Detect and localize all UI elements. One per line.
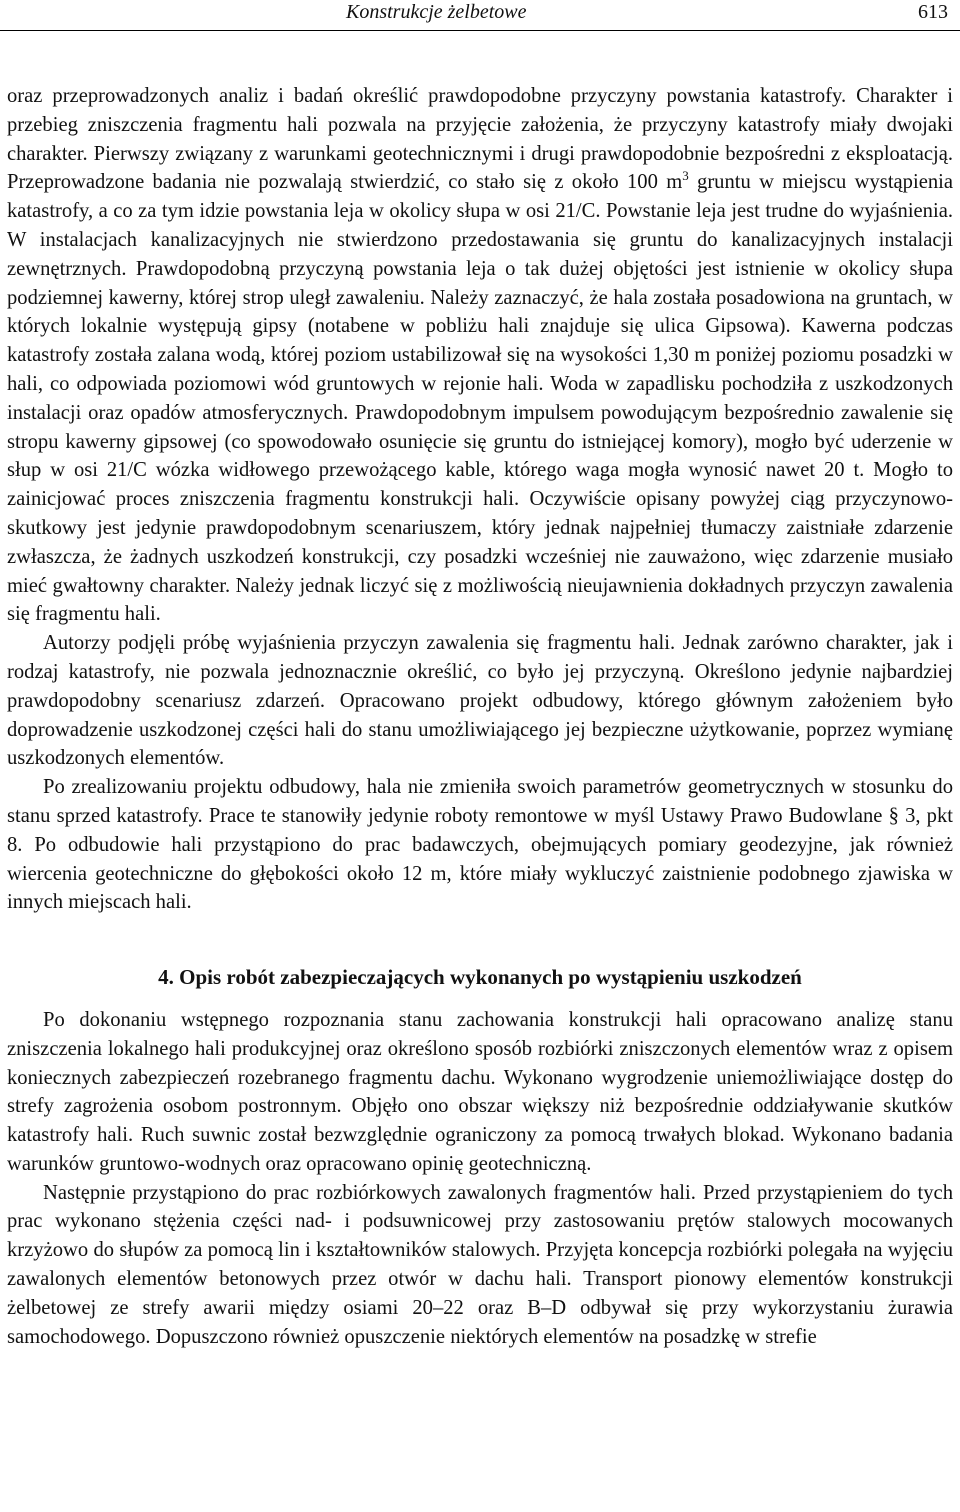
paragraph-reconstruction: Po zrealizowaniu projektu odbudowy, hala nie zmieniła swoich parametrów geometrycznych w stosunku do stanu sprzed katastrofy. Prace te stanowiły jedynie roboty remontowe w myśl Ustawy Prawo Budowlane § 3, pkt 8. Po odbudowie hali przystąpiono do prac badawczych, obejmujących pomiary geodezyjne, jak również wiercenia geotechniczne do głębokości około 12 m, które miały wykluczyć zaistnienie podobnego zjawiska w innych miejscach hali. [7,776,953,914]
page-number: 613 [918,1,948,23]
paragraph-initial-assessment: Po dokonaniu wstępnego rozpoznania stanu zachowania konstrukcji hali opracowano analizę stanu zniszczenia lokalnego hali produkcyjnej oraz określono sposób rozbiórki zniszczonych elementów wraz z opisem koniecznych zabezpieczeń rozebranego fragmentu dachu. Wykonano wygrodzenie uniemożliwiające dostęp do strefy zagrożenia osobom postronnym. Objęło ono obszar większy niż bezpośrednie oddziaływanie skutków katastrofy hali. Ruch suwnic został bezwzględnie ograniczony za pomocą trwałych blokad. Wykonano badania warunków gruntowo-wodnych oraz opracowano opinię geotechniczną. [7,1008,953,1175]
journal-title: Konstrukcje żelbetowe [346,1,527,23]
paragraph-text: gruntu w miejscu wystąpienia katastrofy, a co za tym idzie powstania leja w okolicy słupa w osi 21/C. Powstanie leja jest trudne do wyjaśnienia. W instalacjach kanalizacyjnych nie stwierdzono przedostawania się gruntu do kanalizacyjnych instalacji zewnętrznych. Prawdopodobną przyczyną powstania leja o tak dużej objętości jest istnienie w okolicy słupa podziemnej kawerny, której strop uległ zawaleniu. Należy zaznaczyć, że hala została posadowiona na gruntach, w których lokalnie występują gipsy (notabene w pobliżu hali znajduje się ulica Gipsowa). Kawerna podczas katastrofy została zalana wodą, której poziom ustabilizował się na wysokości 1,30 m poniżej poziomu posadzki w hali, co odpowiada poziomowi wód gruntowych w rejonie hali. Woda w zapadlisku pochodziła z uszkodzonych instalacji oraz opadów atmosferycznych. Prawdopodobnym impulsem powodującym bezpośrednio zawalenie się stropu kawerny gipsowej (co spowodowało osunięcie się gruntu do istniejącej komory), mogło być uderzenie w słup w osi 21/C wózka widłowego przewożącego kable, którego waga mogła wynosić nawet 20 t. Mogło to zainicjować proces zniszczenia fragmentu konstrukcji hali. Oczywiście opisany powyżej ciąg przyczynowo-skutkowy jest jedynie prawdopodobnym scenariuszem, który jednak najpełniej tłumaczy zaistniałe zdarzenie zwłaszcza, że żadnych uszkodzeń konstrukcji, czy posadzki wcześniej nie zauważono, więc zdarzenie musiało mieć gwałtowny charakter. Należy jednak liczyć się z możliwością nieujawnienia dokładnych przyczyn zawalenia się fragmentu hali. [7,171,954,626]
running-header [0,0,960,31]
section-heading: 4. Opis robót zabezpieczających wykonanych po wystąpieniu uszkodzeń [158,965,802,990]
body-text [7,82,953,1351]
paragraph-causes [7,82,953,629]
superscript: 3 [682,168,689,184]
paragraph-demolition: Następnie przystąpiono do prac rozbiórkowych zawalonych fragmentów hali. Przed przystąpieniem do tych prac wykonano stężenia części nad- i podsuwnicowej przy zastosowaniu prętów stalowych mocowanych krzyżowo do słupów za pomocą lin i kształtowników stalowych. Przyjęta koncepcja rozbiórki polegała na wyjęciu zawalonych elementów betonowych przez otwór w dachu hali. Transport pionowy elementów konstrukcji żelbetowej ze strefy awarii między osiami 20–22 oraz B–D odbywał się przy wykorzystaniu żurawia samochodowego. Dopuszczono również opuszczenie niektórych elementów na posadzkę w strefie [7,1181,953,1348]
paragraph-text: oraz przeprowadzonych analiz i badań określić prawdopodobne przyczyny powstania katastrofy. Charakter i przebieg zniszczenia fragmentu hali pozwala na przyjęcie założenia, że przyczyny katastrofy miały dwojaki charakter. Pierwszy związany z warunkami geotechnicznymi i drugi prawdopodobnie bezpośredni z eksploatacją. Przeprowadzone badania nie pozwalają stwierdzić, co stało się z około 100 m [7,85,953,194]
paragraph-authors-attempt: Autorzy podjęli próbę wyjaśnienia przyczyn zawalenia się fragmentu hali. Jednak zarówno charakter, jak i rodzaj katastrofy, nie pozwala jednoznacznie określić, co było jej przyczyną. Określono jedynie najbardziej prawdopodobny scenariusz zdarzeń. Opracowano projekt odbudowy, którego głównym założeniem było doprowadzenie uszkodzonej części hali do stanu umożliwiającego jej bezpieczne użytkowanie, poprzez wymianę uszkodzonych elementów. [7,632,953,770]
